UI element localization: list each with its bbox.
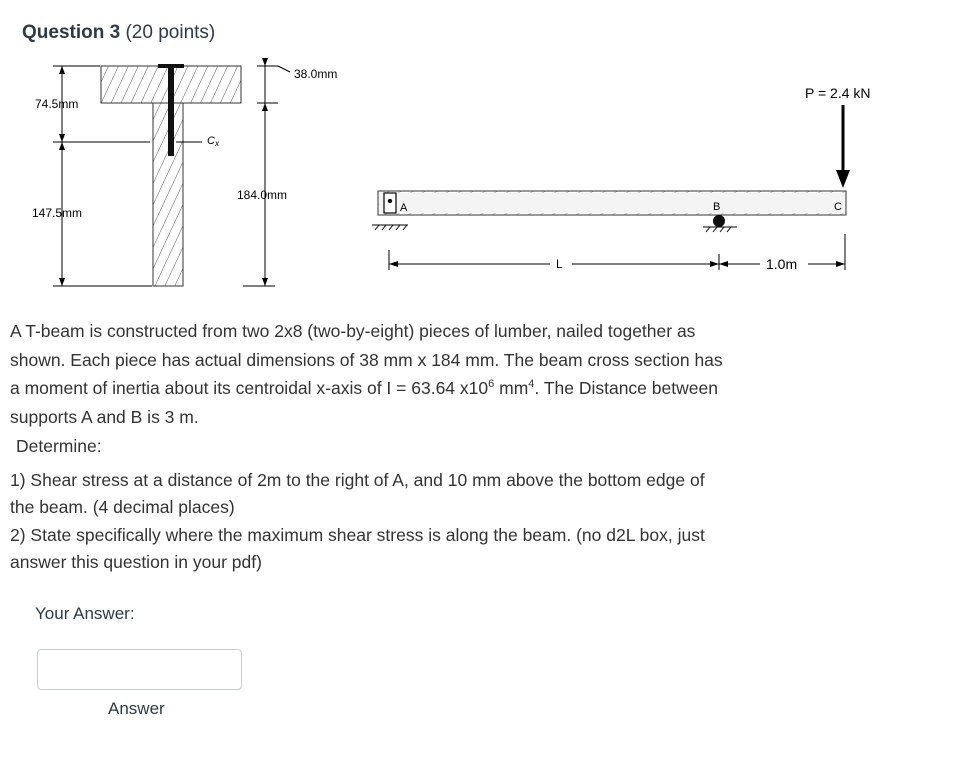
problem-item-1: 1) Shear stress at a distance of 2m to the right of A, and 10 mm above the bottom edge of the beam. (4 decimal places) xyxy=(10,469,705,518)
problem-item-2: 2) State specifically where the maximum shear stress is along the beam. (no d2L box, just answer this question in your pdf) xyxy=(10,524,705,573)
t-cross-section xyxy=(101,64,241,286)
dim-web: 184.0mm xyxy=(237,188,288,202)
point-c-label: C xyxy=(834,201,842,213)
overhang-label: 1.0m xyxy=(766,256,798,272)
span-label: L xyxy=(556,257,563,271)
question-points: (20 points) xyxy=(125,22,216,43)
load-label: P = 2.4 kN xyxy=(805,85,871,101)
question-label: Question 3 xyxy=(22,22,121,43)
dim-top-flange: 38.0mm xyxy=(294,67,338,81)
beam-elevation xyxy=(378,191,846,215)
answer-caption: Answer xyxy=(108,699,165,718)
support-b-label: B xyxy=(713,201,721,213)
beam-figure xyxy=(0,0,972,300)
nail-shape xyxy=(168,66,174,156)
problem-intro: A T-beam is constructed from two 2x8 (two-by-eight) pieces of lumber, nailed together as shown. Each piece has actual dimensions of 38 mm x 184 mm. The beam cross section has a moment of inertia about its centroidal x-axis of I = 63.64 $x10^6$ $mm^4$. The Distance between supports A and B is 3 m. xyxy=(10,321,723,428)
load-arrow xyxy=(836,105,850,188)
dim-lower: 147.5mm xyxy=(32,206,83,220)
problem-statement xyxy=(10,317,730,577)
centroid-label: Cx xyxy=(207,135,219,148)
support-b xyxy=(703,215,737,232)
answer-input[interactable] xyxy=(37,649,242,690)
determine-label: Determine: xyxy=(16,435,102,456)
dim-upper: 74.5mm xyxy=(35,97,79,111)
your-answer-label: Your Answer: xyxy=(35,604,135,623)
support-a-label: A xyxy=(400,202,408,214)
